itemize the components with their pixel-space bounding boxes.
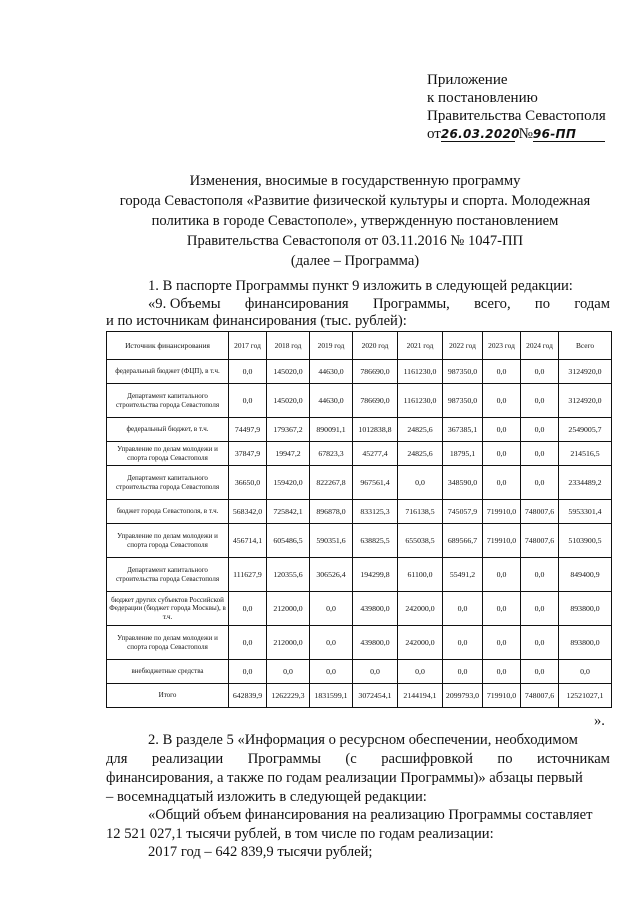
s2-word: реализации <box>151 751 224 767</box>
cell-value: 0,0 <box>443 626 483 660</box>
cell-value: 893800,0 <box>559 626 612 660</box>
col-header: Всего <box>559 332 612 360</box>
cell-value: 3124920,0 <box>559 360 612 384</box>
table-row <box>107 558 612 592</box>
cell-value: 61100,0 <box>398 558 443 592</box>
cell-value: 0,0 <box>483 384 521 418</box>
s1-word: финансирования <box>244 296 349 312</box>
s2-word: для <box>106 751 128 767</box>
section2-line-7: 2017 год – 642 839,9 тысячи рублей; <box>148 844 373 860</box>
cell-value: 605486,5 <box>267 524 310 558</box>
cell-value: 242000,0 <box>398 592 443 626</box>
cell-value: 716138,5 <box>398 500 443 524</box>
row-label: Департамент капитального строительства города Севастополя <box>107 466 229 500</box>
cell-value: 719910,0 <box>483 500 521 524</box>
cell-value: 987350,0 <box>443 360 483 384</box>
cell-value: 44630,0 <box>310 360 353 384</box>
row-label: Итого <box>107 684 229 708</box>
cell-value: 1012838,8 <box>353 418 398 442</box>
cell-value: 0,0 <box>483 660 521 684</box>
cell-value: 18795,1 <box>443 442 483 466</box>
cell-value: 719910,0 <box>483 524 521 558</box>
cell-value: 179367,2 <box>267 418 310 442</box>
cell-value: 0,0 <box>267 660 310 684</box>
cell-value: 0,0 <box>521 626 559 660</box>
s1-word: по <box>534 296 551 312</box>
col-header: 2022 год <box>443 332 483 360</box>
table-row <box>107 442 612 466</box>
title-line-4: Правительства Севастополя от 03.11.2016 № 1047-ПП <box>186 233 524 249</box>
cell-value: 822267,8 <box>310 466 353 500</box>
cell-value: 893800,0 <box>559 592 612 626</box>
cell-value: 0,0 <box>521 466 559 500</box>
cell-value: 0,0 <box>483 360 521 384</box>
col-header: 2024 год <box>521 332 559 360</box>
row-label: Управление по делам молодежи и спорта города Севастополя <box>107 524 229 558</box>
table-closing-quote: ». <box>594 713 605 729</box>
cell-value: 214516,5 <box>559 442 612 466</box>
section1-line-3: и по источникам финансирования (тыс. рублей): <box>106 313 407 329</box>
cell-value: 0,0 <box>483 558 521 592</box>
cell-value: 0,0 <box>229 592 267 626</box>
cell-value: 1262229,3 <box>267 684 310 708</box>
cell-value: 36650,0 <box>229 466 267 500</box>
cell-value: 0,0 <box>559 660 612 684</box>
cell-value: 725842,1 <box>267 500 310 524</box>
cell-value: 306526,4 <box>310 558 353 592</box>
approval-header <box>427 71 606 143</box>
cell-value: 55491,2 <box>443 558 483 592</box>
row-label: Департамент капитального строительства города Севастополя <box>107 558 229 592</box>
cell-value: 456714,1 <box>229 524 267 558</box>
cell-value: 5103900,5 <box>559 524 612 558</box>
cell-value: 0,0 <box>483 592 521 626</box>
table-row <box>107 466 612 500</box>
cell-value: 44630,0 <box>310 384 353 418</box>
cell-value: 0,0 <box>443 660 483 684</box>
cell-value: 242000,0 <box>398 626 443 660</box>
number-prefix: № <box>518 126 533 142</box>
cell-value: 745057,9 <box>443 500 483 524</box>
cell-value: 367385,1 <box>443 418 483 442</box>
cell-value: 0,0 <box>310 592 353 626</box>
cell-value: 568342,0 <box>229 500 267 524</box>
title-line-2: города Севастополя «Развитие физической культуры и спорта. Молодежная <box>119 193 591 209</box>
cell-value: 19947,2 <box>267 442 310 466</box>
table-row <box>107 360 612 384</box>
cell-value: 2334489,2 <box>559 466 612 500</box>
s2-word: Программы <box>247 751 321 767</box>
cell-value: 37847,9 <box>229 442 267 466</box>
row-label: Департамент капитального строительства города Севастополя <box>107 384 229 418</box>
cell-value: 212000,0 <box>267 626 310 660</box>
cell-value: 5953301,4 <box>559 500 612 524</box>
date-handwritten: 26.03.2020 <box>440 127 520 141</box>
row-label: федеральный бюджет (ФЦП), в т.ч. <box>107 360 229 384</box>
cell-value: 896878,0 <box>310 500 353 524</box>
cell-value: 0,0 <box>521 384 559 418</box>
cell-value: 1831599,1 <box>310 684 353 708</box>
cell-value: 348590,0 <box>443 466 483 500</box>
cell-value: 67823,3 <box>310 442 353 466</box>
cell-value: 0,0 <box>521 558 559 592</box>
cell-value: 0,0 <box>398 660 443 684</box>
table-row <box>107 626 612 660</box>
col-header: 2020 год <box>353 332 398 360</box>
cell-value: 159420,0 <box>267 466 310 500</box>
row-label: федеральный бюджет, в т.ч. <box>107 418 229 442</box>
cell-value: 145020,0 <box>267 384 310 418</box>
cell-value: 0,0 <box>353 660 398 684</box>
cell-value: 2099793,0 <box>443 684 483 708</box>
s2-word: источникам <box>536 751 610 767</box>
cell-value: 145020,0 <box>267 360 310 384</box>
cell-value: 74497,9 <box>229 418 267 442</box>
cell-value: 439800,0 <box>353 592 398 626</box>
cell-value: 0,0 <box>310 660 353 684</box>
table-row <box>107 524 612 558</box>
section2-line-4: – восемнадцатый изложить в следующей редакции: <box>106 789 427 805</box>
cell-value: 719910,0 <box>483 684 521 708</box>
cell-value: 849400,9 <box>559 558 612 592</box>
cell-value: 967561,4 <box>353 466 398 500</box>
s1-word: всего, <box>474 296 511 312</box>
s2-word: расшифровкой <box>381 751 473 767</box>
title-line-3: политика в городе Севастополе», утвержденную постановлением <box>151 213 559 229</box>
cell-value: 120355,6 <box>267 558 310 592</box>
section2-line-3: финансирования, а также по годам реализации Программы)» абзацы первый <box>106 770 583 786</box>
cell-value: 638825,5 <box>353 524 398 558</box>
section1-line-2 <box>148 295 610 314</box>
cell-value: 655038,5 <box>398 524 443 558</box>
cell-value: 45277,4 <box>353 442 398 466</box>
col-header: 2017 год <box>229 332 267 360</box>
number-handwritten: 96-ПП <box>533 127 605 142</box>
cell-value: 748007,6 <box>521 500 559 524</box>
s2-word: (с <box>345 751 357 767</box>
row-label: внебюджетные средства <box>107 660 229 684</box>
col-header: 2019 год <box>310 332 353 360</box>
cell-value: 0,0 <box>483 442 521 466</box>
header-line-government: Правительства Севастополя <box>427 108 606 124</box>
cell-value: 0,0 <box>398 466 443 500</box>
date-prefix: от <box>427 126 441 142</box>
cell-value: 1161230,0 <box>398 360 443 384</box>
s1-word: годам <box>574 296 610 312</box>
cell-value: 0,0 <box>521 592 559 626</box>
col-header: Источник финансирования <box>107 332 229 360</box>
table-header-row <box>107 332 612 360</box>
cell-value: 0,0 <box>229 360 267 384</box>
cell-value: 194299,8 <box>353 558 398 592</box>
cell-value: 3072454,1 <box>353 684 398 708</box>
s2-word: по <box>497 751 513 767</box>
col-header: 2018 год <box>267 332 310 360</box>
cell-value: 833125,3 <box>353 500 398 524</box>
section2-line-5: «Общий объем финансирования на реализацию Программы составляет <box>148 807 593 823</box>
cell-value: 689566,7 <box>443 524 483 558</box>
cell-value: 748007,6 <box>521 524 559 558</box>
header-line-resolution: к постановлению <box>427 90 538 106</box>
cell-value: 0,0 <box>521 360 559 384</box>
col-header: 2021 год <box>398 332 443 360</box>
cell-value: 0,0 <box>521 418 559 442</box>
section2-line-6: 12 521 027,1 тысячи рублей, в том числе по годам реализации: <box>106 826 494 842</box>
row-label: Управление по делам молодежи и спорта города Севастополя <box>107 442 229 466</box>
cell-value: 786690,0 <box>353 384 398 418</box>
cell-value: 2549005,7 <box>559 418 612 442</box>
row-label: бюджет других субъектов Российской Федерации (бюджет города Москвы), в т.ч. <box>107 592 229 626</box>
section2-line-2 <box>106 750 610 769</box>
cell-value: 0,0 <box>483 418 521 442</box>
document-title <box>100 171 610 271</box>
table-row <box>107 418 612 442</box>
title-line-1: Изменения, вносимые в государственную программу <box>189 173 521 189</box>
section2-line-1: 2. В разделе 5 «Информация о ресурсном обеспечении, необходимом <box>148 732 578 748</box>
cell-value: 0,0 <box>229 384 267 418</box>
cell-value: 2144194,1 <box>398 684 443 708</box>
header-line-appendix: Приложение <box>427 72 508 88</box>
cell-value: 0,0 <box>229 626 267 660</box>
cell-value: 439800,0 <box>353 626 398 660</box>
cell-value: 24825,6 <box>398 442 443 466</box>
cell-value: 24825,6 <box>398 418 443 442</box>
cell-value: 987350,0 <box>443 384 483 418</box>
cell-value: 590351,6 <box>310 524 353 558</box>
cell-value: 0,0 <box>310 626 353 660</box>
cell-value: 12521027,1 <box>559 684 612 708</box>
section1-line-1: 1. В паспорте Программы пункт 9 изложить в следующей редакции: <box>148 278 573 294</box>
cell-value: 642839,9 <box>229 684 267 708</box>
row-label: бюджет города Севастополя, в т.ч. <box>107 500 229 524</box>
cell-value: 0,0 <box>521 660 559 684</box>
col-header: 2023 год <box>483 332 521 360</box>
cell-value: 0,0 <box>483 626 521 660</box>
cell-value: 0,0 <box>229 660 267 684</box>
table-row <box>107 684 612 708</box>
cell-value: 786690,0 <box>353 360 398 384</box>
header-date-line <box>427 125 606 143</box>
cell-value: 748007,6 <box>521 684 559 708</box>
cell-value: 0,0 <box>483 466 521 500</box>
title-line-5: (далее – Программа) <box>290 253 420 269</box>
table-row <box>107 592 612 626</box>
cell-value: 0,0 <box>443 592 483 626</box>
cell-value: 111627,9 <box>229 558 267 592</box>
table-row <box>107 660 612 684</box>
row-label: Управление по делам молодежи и спорта города Севастополя <box>107 626 229 660</box>
cell-value: 890091,1 <box>310 418 353 442</box>
cell-value: 212000,0 <box>267 592 310 626</box>
table-row <box>107 500 612 524</box>
cell-value: 1161230,0 <box>398 384 443 418</box>
cell-value: 3124920,0 <box>559 384 612 418</box>
cell-value: 0,0 <box>521 442 559 466</box>
s1-word: «9. Объемы <box>148 296 221 312</box>
table-row <box>107 384 612 418</box>
s1-word: Программы, <box>372 296 450 312</box>
financing-table <box>106 331 612 708</box>
